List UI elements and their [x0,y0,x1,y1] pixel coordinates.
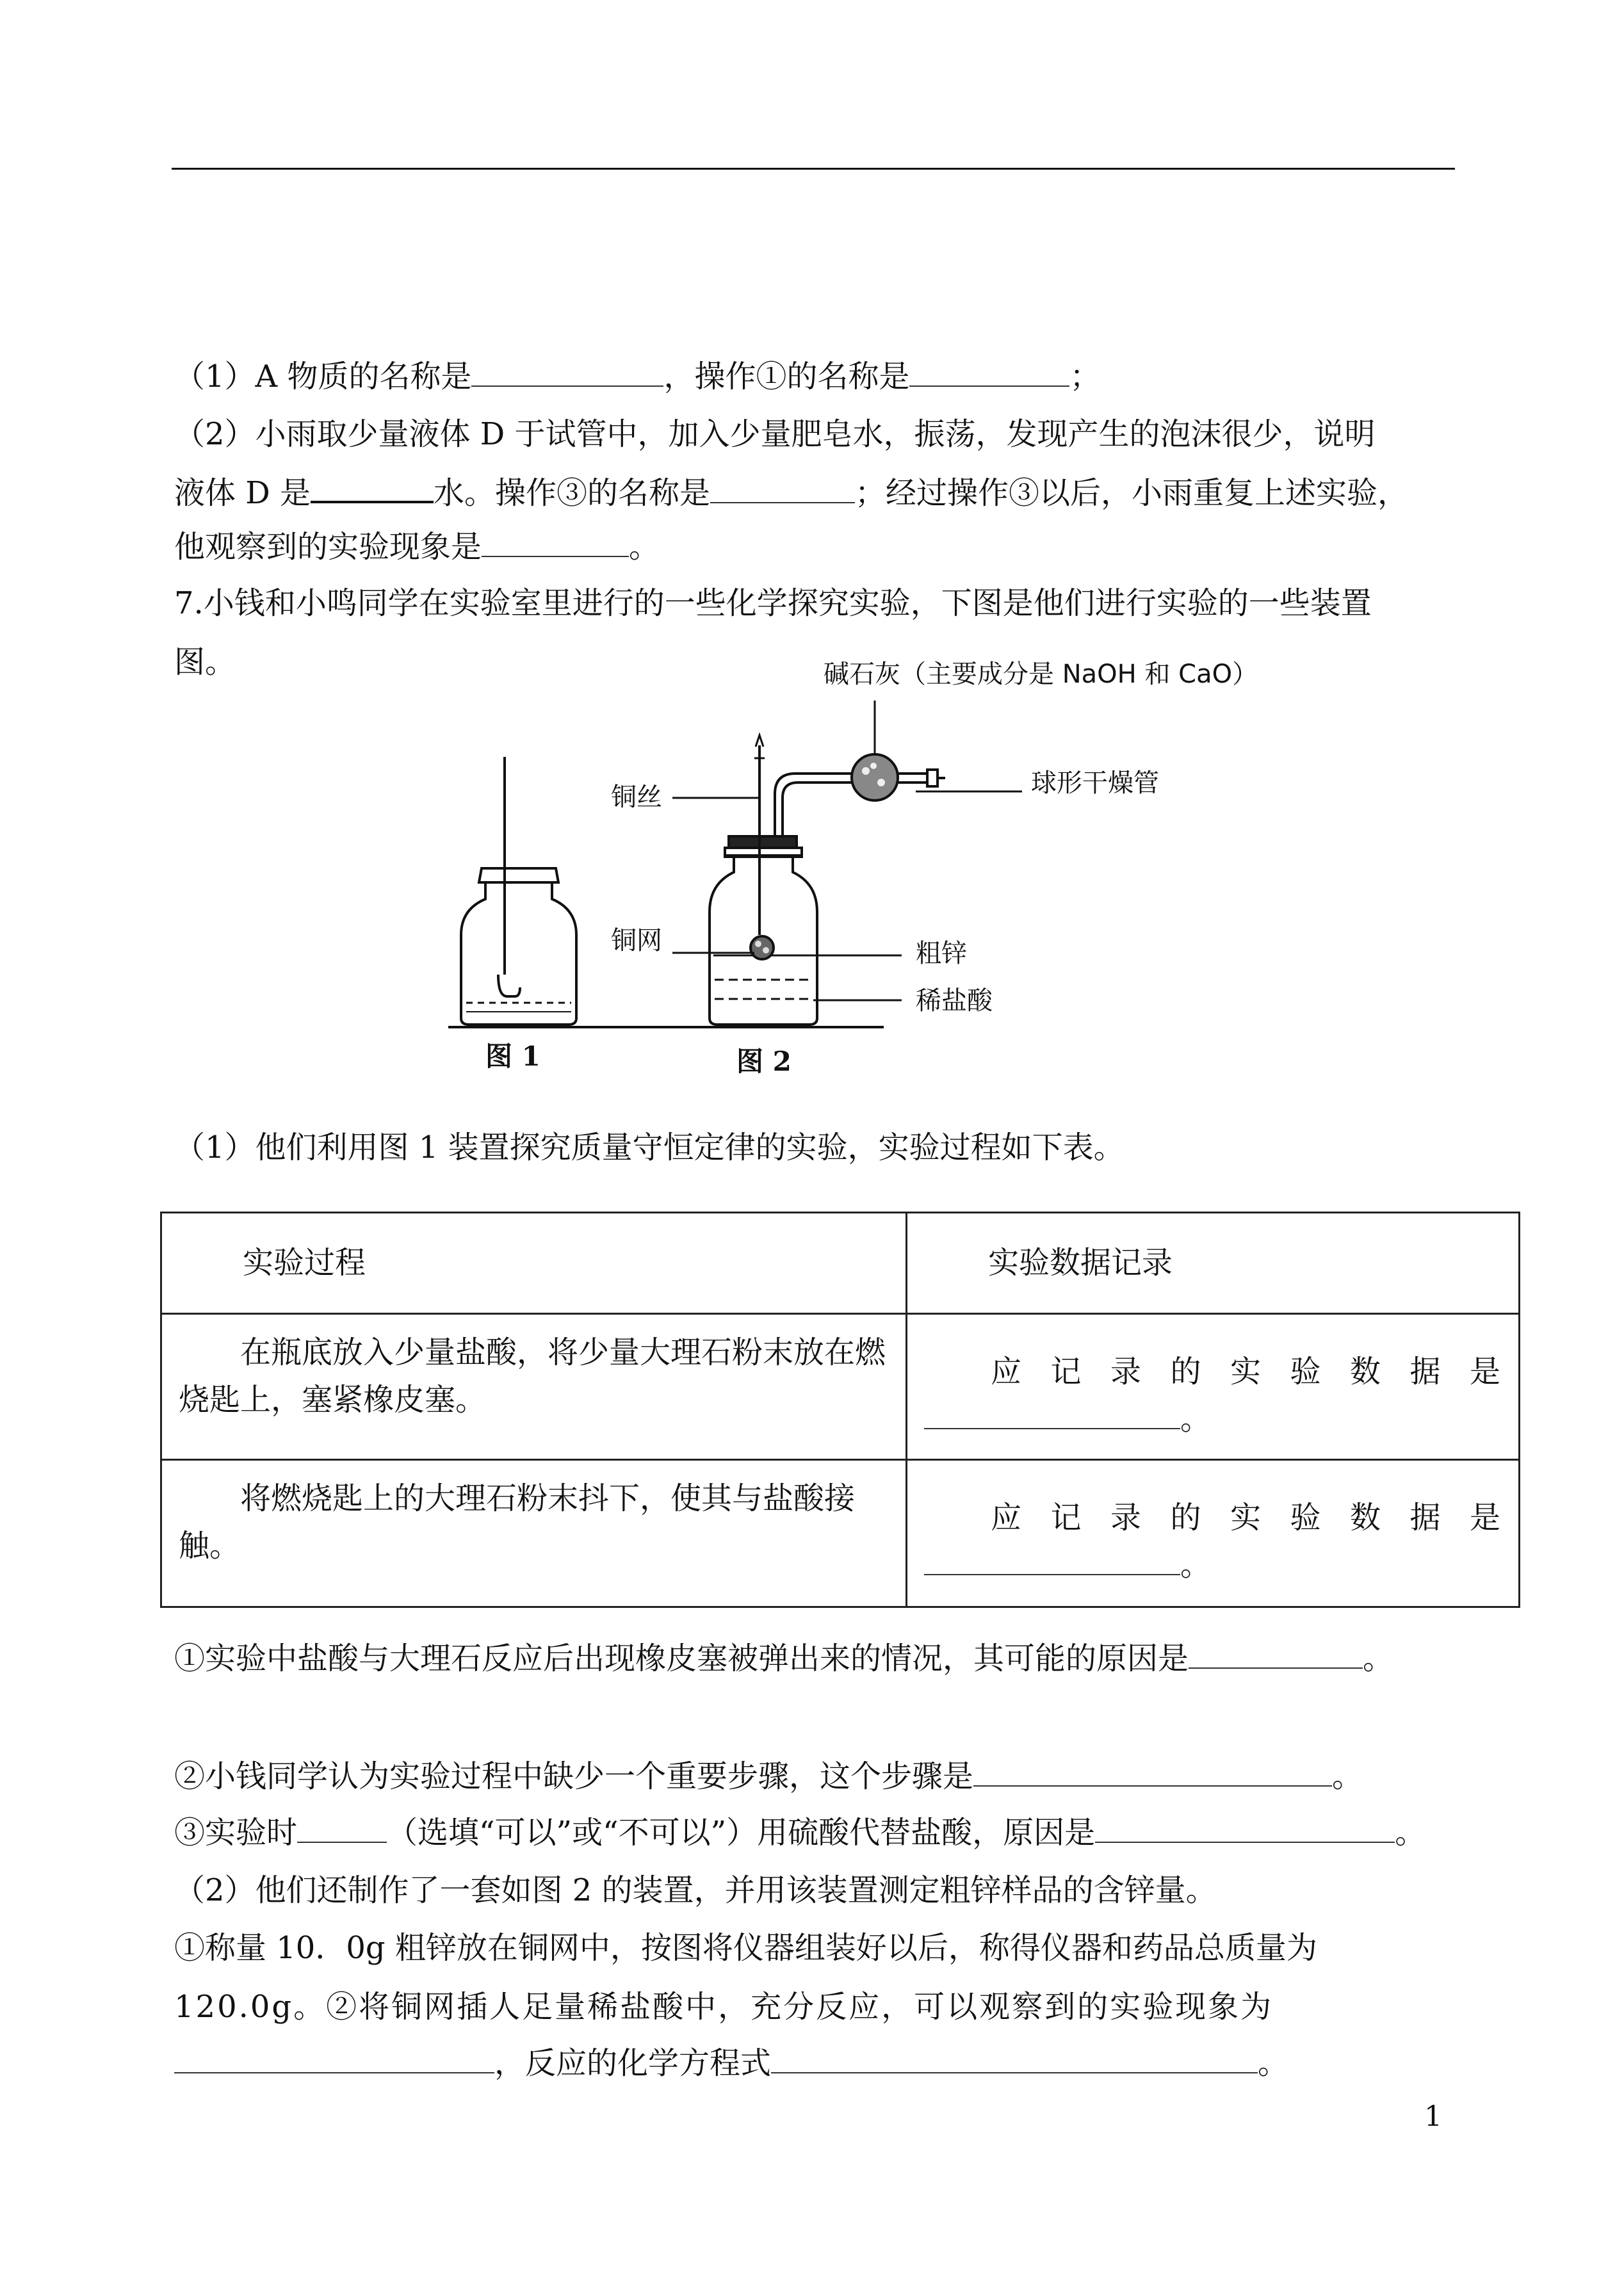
q7-part1-intro: （1）他们利用图 1 装置探究质量守恒定律的实验，实验过程如下表。 [174,1130,1125,1165]
header-process-text: 实验过程 [243,1245,366,1281]
q6-part1-text-b: ，操作①的名称是 [663,359,910,394]
q7-subq-1-period: 。 [1363,1641,1394,1676]
record-end-2: 。 [1180,1547,1212,1583]
q7-part2-intro: （2）他们还制作了一套如图 2 的装置，并用该装置测定粗锌样品的含锌量。 [174,1872,1217,1908]
record-cell [907,1314,1520,1460]
label-copper-mesh: 铜网 [611,926,662,955]
answer-blank-reason-stopper[interactable] [1189,1639,1363,1669]
process-cell [161,1314,907,1460]
record-end-1: 。 [1180,1401,1212,1437]
caption-figure-1: 图 1 [485,1041,540,1072]
q7-subq-3 [174,1813,1425,1852]
q7-part2-line-3-text: ，反应的化学方程式 [494,2045,772,2081]
header-cell-record [907,1213,1520,1314]
answer-blank-reason-sulfuric[interactable] [1095,1813,1395,1843]
q6-part2-line-1: （2）小雨取少量液体 D 于试管中，加入少量肥皂水，振荡，发现产生的泡沫很少，说明 [174,416,1376,452]
q7-part2-line-3 [174,2044,1288,2082]
record-cell [907,1460,1520,1607]
q6-part2-text-e: 他观察到的实验现象是 [174,529,482,565]
table-header-row [161,1213,1520,1314]
record-text: 应记录的实验数据是 [991,1354,1503,1390]
process-text: 将燃烧匙上的大理石粉末抖下，使其与盐酸接触。 [179,1480,856,1564]
q7-part2-line-2: 120.0g。②将铜网插人足量稀盐酸中，充分反应，可以观察到的实验现象为 [174,1989,1274,2025]
label-soda-lime: 碱石灰（主要成分是 NaOH 和 CaO） [824,660,1258,689]
answer-blank-can-or-cannot[interactable] [297,1813,387,1843]
answer-blank-record-2[interactable] [924,1546,1180,1575]
q7-subq-3-text-a: ③实验时 [174,1815,298,1851]
q7-subq-2-period: 。 [1332,1758,1363,1794]
q7-part2-period: 。 [1258,2045,1289,2081]
page-number: 1 [1424,2100,1442,2133]
label-drying-tube: 球形干燥管 [1031,768,1159,798]
table-row [161,1314,1520,1460]
q7-subq-3-text-b: （选填“可以”或“不可以”）用硫酸代替盐酸，原因是 [387,1815,1096,1851]
q7-subq-2 [174,1757,1363,1796]
table-row [161,1460,1520,1607]
header-record-text: 实验数据记录 [988,1245,1173,1281]
q6-part1-text-c: ； [1069,359,1101,394]
record-text: 应记录的实验数据是 [991,1500,1503,1536]
answer-blank-zinc-phenomenon[interactable] [174,2044,494,2073]
q6-part2-text-b: 液体 D 是 [174,475,311,511]
experiment-table [160,1212,1520,1608]
figure-1-bottle [461,757,576,1025]
drying-tube [852,754,945,800]
q7-part2-line-1: ①称量 10．0g 粗锌放在铜网中，按图将仪器组装好以后，称得仪器和药品总质量为 [174,1930,1317,1966]
q6-part1-text-a: （1）A 物质的名称是 [174,359,472,394]
apparatus-figure [0,0,1624,1101]
q7-subq-1 [174,1639,1393,1678]
q7-intro-line-2: 图。 [174,644,236,680]
q7-subq-2-text: ②小钱同学认为实验过程中缺少一个重要步骤，这个步骤是 [174,1758,974,1794]
answer-blank-missing-step[interactable] [973,1757,1332,1787]
label-dilute-hcl: 稀盐酸 [916,986,993,1016]
answer-blank-chemical-equation[interactable] [771,2044,1258,2073]
process-text: 在瓶底放入少量盐酸，将少量大理石粉末放在燃烧匙上，塞紧橡皮塞。 [179,1334,886,1418]
label-crude-zinc: 粗锌 [916,939,967,968]
q7-intro-line-1: 7.小钱和小鸣同学在实验室里进行的一些化学探究实验，下图是他们进行实验的一些装置 [174,585,1372,621]
q6-part2-text-d: ；经过操作③以后，小雨重复上述实验， [855,475,1409,511]
answer-blank-record-1[interactable] [924,1400,1180,1429]
figure-2-bottle [710,735,852,1025]
caption-figure-2: 图 2 [736,1046,792,1077]
process-cell [161,1460,907,1607]
label-copper-wire: 铜丝 [611,783,662,812]
header-cell-process [161,1213,907,1314]
q6-part2-text-c: 水。操作③的名称是 [434,475,711,511]
q7-subq-1-text: ①实验中盐酸与大理石反应后出现橡皮塞被弹出来的情况，其可能的原因是 [174,1641,1189,1676]
q6-part2-text-f: 。 [629,529,660,565]
q7-subq-3-period: 。 [1395,1815,1426,1851]
